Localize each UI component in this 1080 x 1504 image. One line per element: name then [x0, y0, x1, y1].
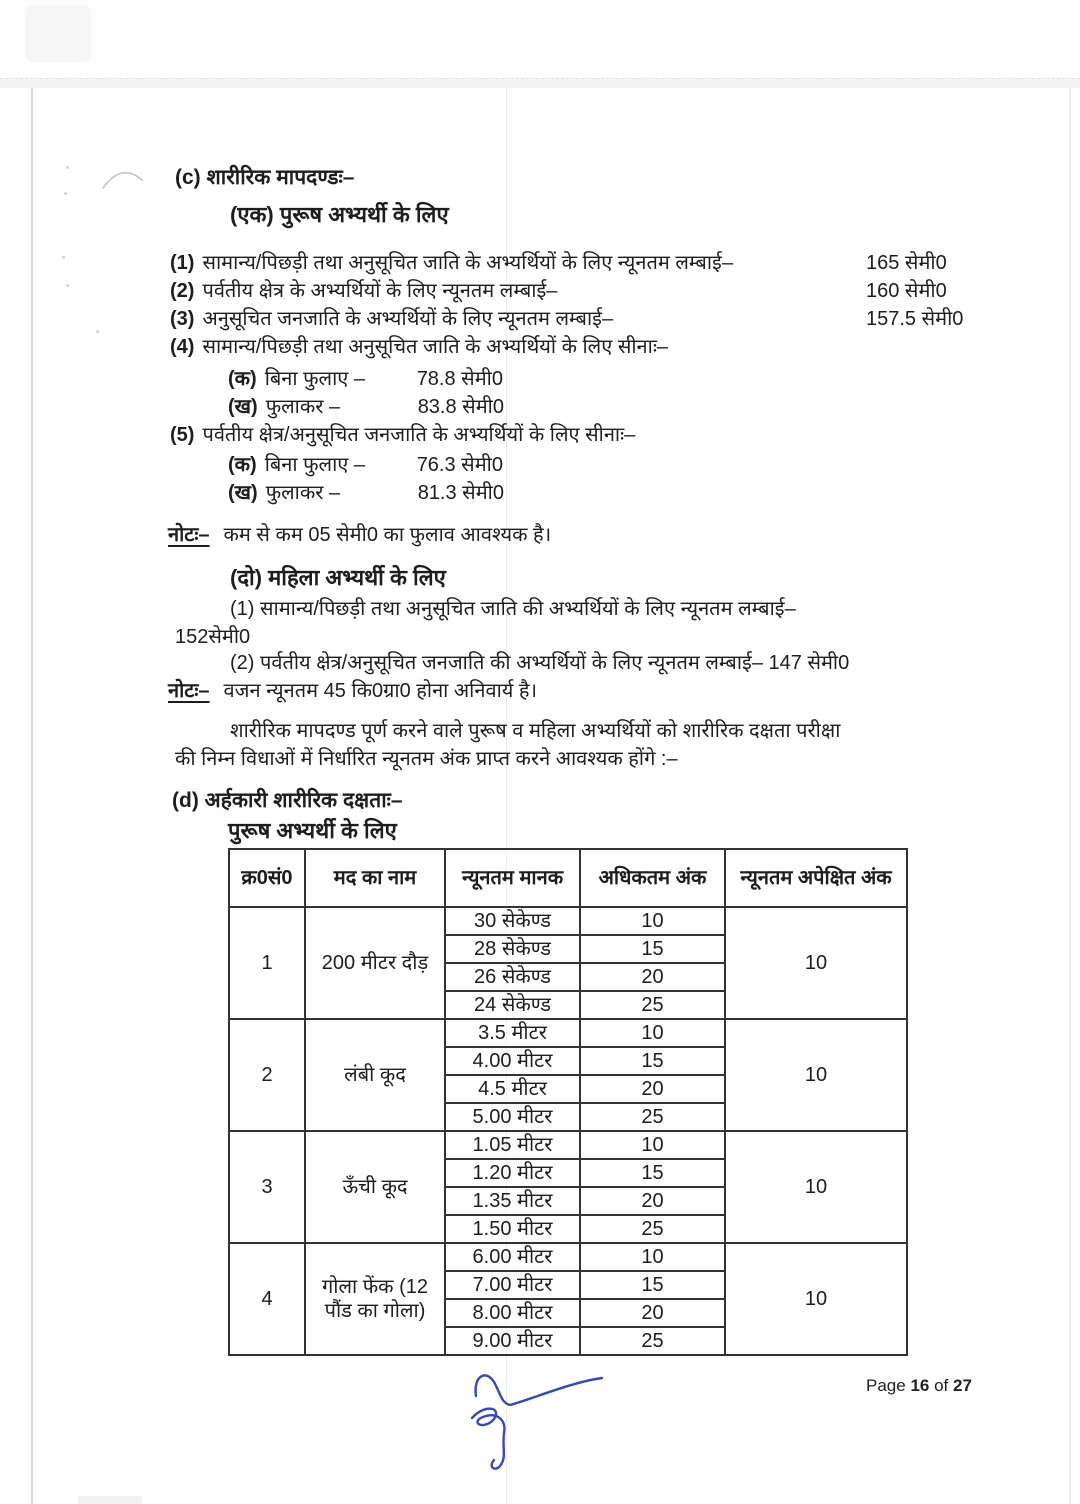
chest-general-expanded	[228, 392, 504, 419]
female-item-1: (1) सामान्य/पिछड़ी तथा अनुसूचित जाति की अभ्यर्थियों के लिए न्यूनतम लम्बाई–	[230, 598, 796, 620]
ink-speck	[66, 284, 69, 287]
table-row	[229, 1019, 907, 1047]
female-item-2: (2) पर्वतीय क्षेत्र/अनुसूचित जनजाति की अभ्यर्थियों के लिए न्यूनतम लम्बाई– 147 सेमी0	[230, 652, 850, 674]
table-header-row	[229, 849, 907, 907]
item-text: अनुसूचित जनजाति के अभ्यर्थियों के लिए न्यूनतम लम्बाई–	[202, 308, 614, 330]
chest-label: बिना फुलाए –	[264, 454, 366, 476]
cell-marks: 25	[580, 991, 725, 1019]
pen-signature	[452, 1360, 632, 1482]
cell-standard: 8.00 मीटर	[445, 1299, 580, 1327]
cell-standard: 1.05 मीटर	[445, 1131, 580, 1159]
cell-item: गोला फेंक (12 पौंड का गोला)	[305, 1243, 445, 1355]
cell-marks: 20	[580, 1075, 725, 1103]
cell-serial: 2	[229, 1019, 305, 1131]
page-left-edge	[31, 88, 33, 1504]
cell-standard: 7.00 मीटर	[445, 1271, 580, 1299]
item-number: (1)	[170, 252, 195, 274]
male-item-3	[170, 304, 970, 331]
item-number: (ख)	[228, 482, 258, 504]
cell-min-required: 10	[725, 907, 907, 1019]
item-number: (क)	[228, 368, 257, 390]
chest-label: बिना फुलाए –	[264, 368, 366, 390]
item-text: पर्वतीय क्षेत्र के अभ्यर्थियों के लिए न्यूनतम लम्बाई–	[202, 280, 558, 302]
cell-marks: 10	[580, 1243, 725, 1271]
cell-item: ऊँची कूद	[305, 1131, 445, 1243]
chest-value: 83.8 सेमी0	[417, 396, 504, 418]
header-item-name: मद का नाम	[305, 849, 445, 907]
cell-marks: 15	[580, 935, 725, 963]
cell-marks: 15	[580, 1271, 725, 1299]
note-minimum-weight	[168, 678, 537, 704]
section-c-heading: (c) शारीरिक मापदण्डः–	[175, 166, 355, 189]
cell-marks: 25	[580, 1215, 725, 1243]
item-value: 160 सेमी0	[866, 280, 947, 302]
note-label: नोटः–	[168, 524, 210, 546]
note-chest-expansion	[168, 522, 551, 548]
header-serial-number: क्र0सं0	[229, 849, 305, 907]
male-candidates-heading: (एक) पुरूष अभ्यर्थी के लिए	[230, 202, 449, 227]
header-maximum-marks: अधिकतम अंक	[580, 849, 725, 907]
cell-serial: 1	[229, 907, 305, 1019]
item-text: सामान्य/पिछड़ी तथा अनुसूचित जाति के अभ्यर्थियों के लिए न्यूनतम लम्बाई–	[202, 252, 733, 274]
item-number: (5)	[170, 424, 195, 446]
page-number-footer	[866, 1376, 972, 1396]
male-item-1	[170, 248, 970, 275]
scan-smudge	[78, 1496, 142, 1504]
chest-value: 81.3 सेमी0	[417, 482, 504, 504]
item-text: सामान्य/पिछड़ी तथा अनुसूचित जाति के अभ्यर्थियों के लिए सीनाः–	[202, 336, 668, 358]
cell-standard: 9.00 मीटर	[445, 1327, 580, 1355]
total-pages: 27	[953, 1376, 972, 1395]
male-item-2	[170, 276, 970, 303]
page-right-edge	[1069, 88, 1071, 1504]
closing-paragraph-line-1: शारीरिक मापदण्ड पूर्ण करने वाले पुरूष व महिला अभ्यर्थियों को शारीरिक दक्षता परीक्षा	[230, 720, 841, 742]
female-candidates-heading: (दो) महिला अभ्यर्थी के लिए	[230, 565, 446, 590]
item-number: (3)	[170, 308, 195, 330]
note-text: कम से कम 05 सेमी0 का फुलाव आवश्यक है।	[223, 524, 552, 546]
cell-marks: 20	[580, 963, 725, 991]
cell-standard: 4.5 मीटर	[445, 1075, 580, 1103]
ink-speck	[64, 192, 67, 195]
cell-standard: 1.20 मीटर	[445, 1159, 580, 1187]
chest-value: 78.8 सेमी0	[416, 368, 503, 390]
cell-standard: 28 सेकेण्ड	[445, 935, 580, 963]
section-d-heading: (d) अर्हकारी शारीरिक दक्षताः–	[172, 789, 403, 812]
header-minimum-standard: न्यूनतम मानक	[445, 849, 580, 907]
cell-standard: 30 सेकेण्ड	[445, 907, 580, 935]
cell-marks: 15	[580, 1047, 725, 1075]
chest-label: फुलाकर –	[265, 396, 341, 418]
chest-hill-unexpanded	[228, 450, 503, 477]
chest-hill-expanded	[228, 478, 504, 505]
cell-marks: 15	[580, 1159, 725, 1187]
cell-min-required: 10	[725, 1131, 907, 1243]
header-minimum-required-marks: न्यूनतम अपेक्षित अंक	[725, 849, 907, 907]
cell-min-required: 10	[725, 1243, 907, 1355]
cell-item: 200 मीटर दौड़	[305, 907, 445, 1019]
cell-marks: 25	[580, 1103, 725, 1131]
ink-speck	[62, 256, 65, 259]
cell-standard: 4.00 मीटर	[445, 1047, 580, 1075]
cell-serial: 4	[229, 1243, 305, 1355]
male-item-4	[170, 332, 970, 359]
male-item-5	[170, 420, 970, 447]
page-number: 16	[910, 1376, 930, 1395]
cell-standard: 1.50 मीटर	[445, 1215, 580, 1243]
female-item-1-value: 152सेमी0	[175, 626, 251, 648]
table-row	[229, 907, 907, 935]
cell-serial: 3	[229, 1131, 305, 1243]
item-text: पर्वतीय क्षेत्र/अनुसूचित जनजाति के अभ्यर्थियों के लिए सीनाः–	[202, 424, 636, 446]
chest-value: 76.3 सेमी0	[416, 454, 503, 476]
cell-marks: 10	[580, 907, 725, 935]
pen-arc-mark	[100, 164, 146, 192]
cell-marks: 20	[580, 1187, 725, 1215]
cell-standard: 3.5 मीटर	[445, 1019, 580, 1047]
page-label: Page	[866, 1376, 906, 1395]
item-value: 157.5 सेमी0	[866, 308, 964, 330]
cell-standard: 6.00 मीटर	[445, 1243, 580, 1271]
ink-speck	[66, 166, 69, 169]
item-number: (2)	[170, 280, 195, 302]
scan-top-band	[0, 0, 1080, 78]
cell-marks: 10	[580, 1131, 725, 1159]
cell-marks: 25	[580, 1327, 725, 1355]
item-number: (4)	[170, 336, 195, 358]
redaction-box	[25, 5, 91, 62]
cell-item: लंबी कूद	[305, 1019, 445, 1131]
item-value: 165 सेमी0	[866, 252, 947, 274]
cell-standard: 1.35 मीटर	[445, 1187, 580, 1215]
chest-general-unexpanded	[228, 364, 503, 391]
chest-label: फुलाकर –	[265, 482, 341, 504]
of-label: of	[934, 1376, 949, 1395]
cell-standard: 26 सेकेण्ड	[445, 963, 580, 991]
pet-male-subheading: पुरूष अभ्यर्थी के लिए	[228, 818, 397, 843]
cell-standard: 24 सेकेण्ड	[445, 991, 580, 1019]
cell-min-required: 10	[725, 1019, 907, 1131]
physical-efficiency-table	[228, 848, 908, 1356]
cell-marks: 10	[580, 1019, 725, 1047]
table-row	[229, 1131, 907, 1159]
closing-paragraph-line-2: की निम्न विधाओं में निर्धारित न्यूनतम अंक प्राप्त करने आवश्यक होंगे :–	[175, 748, 678, 770]
cell-marks: 20	[580, 1299, 725, 1327]
ink-speck	[96, 330, 99, 333]
scan-divider-strip	[0, 78, 1080, 88]
item-number: (ख)	[228, 396, 258, 418]
item-number: (क)	[228, 454, 257, 476]
note-label: नोटः–	[168, 680, 210, 702]
note-text: वजन न्यूनतम 45 कि0ग्रा0 होना अनिवार्य है।	[223, 680, 538, 702]
table-row	[229, 1243, 907, 1271]
cell-standard: 5.00 मीटर	[445, 1103, 580, 1131]
